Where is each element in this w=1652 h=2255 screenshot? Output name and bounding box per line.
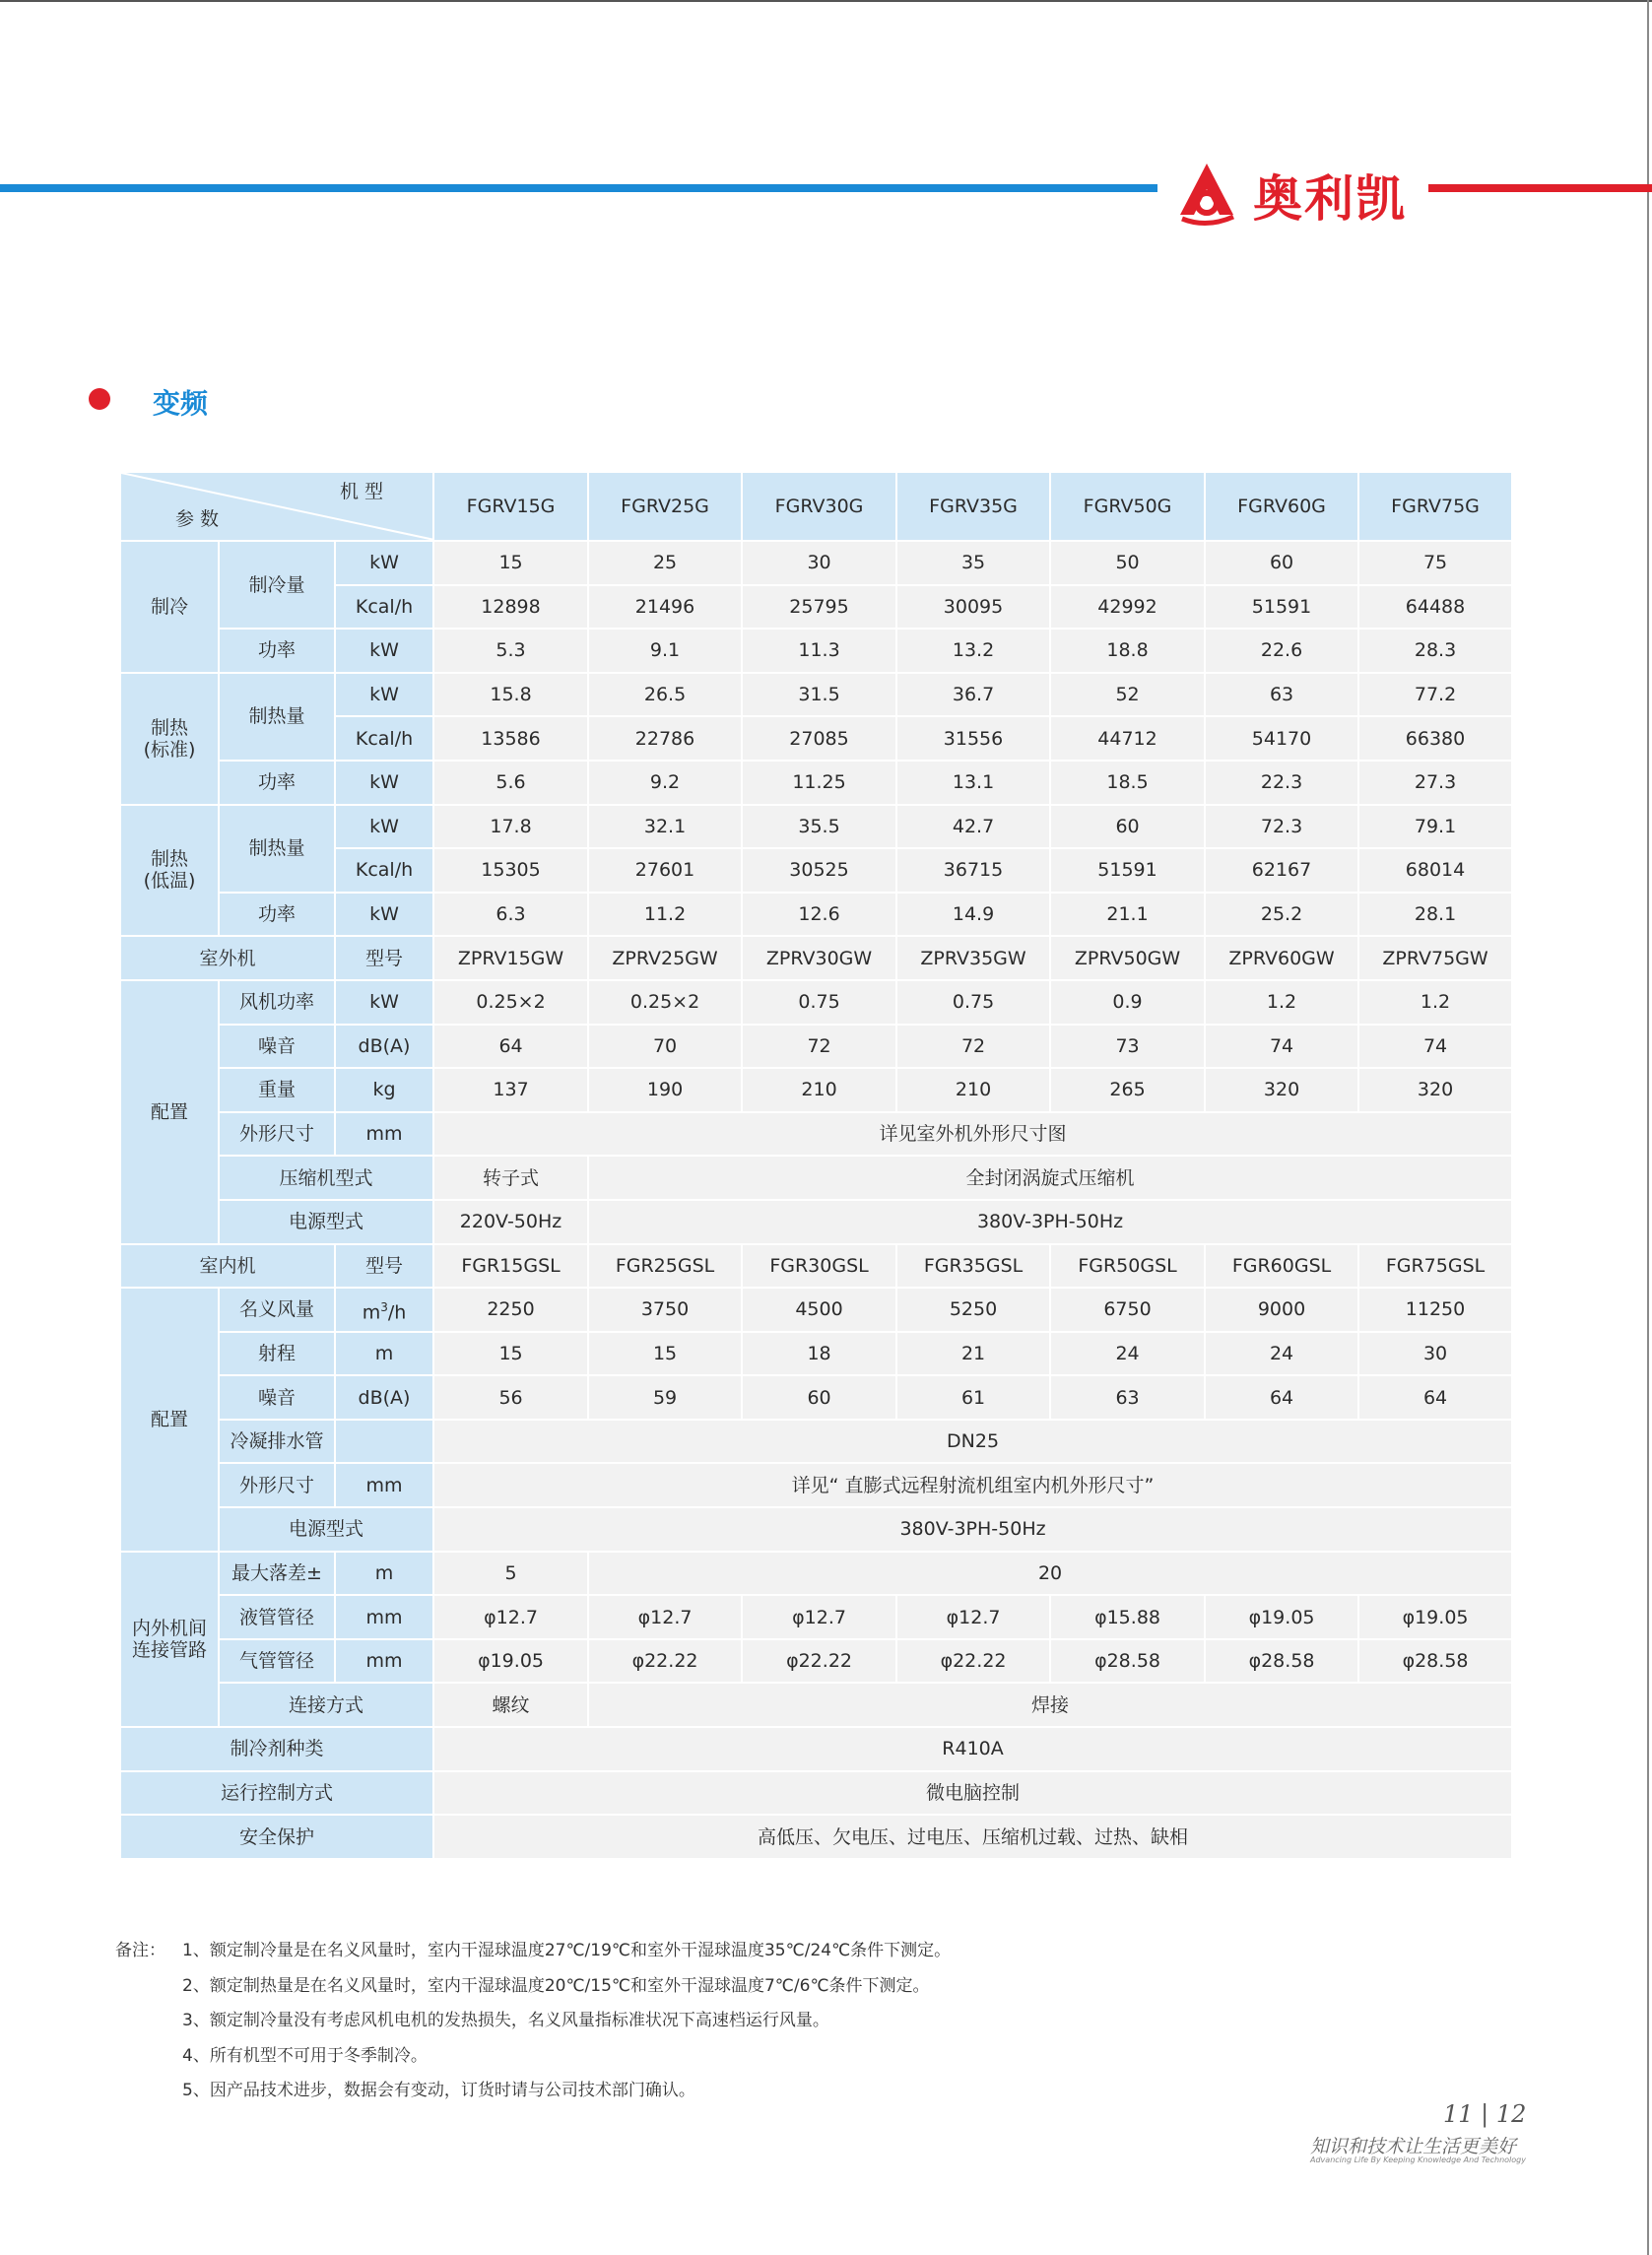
header-red-bar — [1428, 184, 1652, 192]
merged-value-cell: 高低压、欠电压、过电压、压缩机过载、过热、缺相 — [433, 1815, 1512, 1859]
value-cell: 59 — [588, 1375, 742, 1420]
table-row — [120, 1420, 1512, 1464]
value-cell: 2250 — [433, 1288, 588, 1332]
value-cell: φ19.05 — [1205, 1595, 1358, 1639]
value-cell: ZPRV25GW — [588, 936, 742, 980]
value-cell: φ28.58 — [1205, 1639, 1358, 1684]
section-title: 变频 — [153, 387, 209, 420]
value-cell: 6750 — [1050, 1288, 1205, 1332]
value-cell: 0.25×2 — [433, 980, 588, 1025]
value-cell: 21496 — [588, 585, 742, 630]
param-label: 参 数 — [175, 508, 220, 530]
value-cell: 74 — [1205, 1025, 1358, 1069]
value-cell: 31556 — [896, 716, 1050, 761]
value-cell: 25.2 — [1205, 893, 1358, 937]
header-row — [120, 472, 1512, 541]
piping-group-label: 内外机间 连接管路 — [120, 1552, 219, 1727]
param-label: 制冷剂种类 — [120, 1727, 433, 1771]
table-row — [120, 629, 1512, 673]
value-cell: 62167 — [1205, 848, 1358, 893]
note-item: 1、额定制冷量是在名义风量时，室内干湿球温度27℃/19℃和室外干湿球温度35℃/24℃条件下测定。 — [182, 1941, 952, 1960]
value-cell: 1.2 — [1358, 980, 1512, 1025]
unit-cell: Kcal/h — [335, 716, 433, 761]
param-label: 功率 — [219, 629, 335, 673]
value-cell: 5.6 — [433, 761, 588, 805]
value-cell: 68014 — [1358, 848, 1512, 893]
unit-cell: kW — [335, 541, 433, 585]
value-cell: ZPRV50GW — [1050, 936, 1205, 980]
value-cell: 42992 — [1050, 585, 1205, 630]
header-blue-bar — [0, 184, 1157, 192]
value-cell: 25 — [588, 541, 742, 585]
table-row — [120, 1595, 1512, 1639]
table-row — [120, 541, 1512, 585]
param-label: 最大落差± — [219, 1552, 335, 1596]
table-row — [120, 1332, 1512, 1376]
note-item: 4、所有机型不可用于冬季制冷。 — [182, 2046, 428, 2066]
param-label: 电源型式 — [219, 1507, 433, 1552]
table-row — [120, 1068, 1512, 1112]
value-cell: 28.1 — [1358, 893, 1512, 937]
table-row — [120, 673, 1512, 717]
value-cell: 31.5 — [742, 673, 896, 717]
table-row — [120, 1463, 1512, 1507]
value-cell: FGR60GSL — [1205, 1244, 1358, 1289]
param-label: 电源型式 — [219, 1200, 433, 1244]
value-cell: φ12.7 — [896, 1595, 1050, 1639]
model-header-cell: FGRV60G — [1205, 472, 1358, 541]
value-cell: 24 — [1050, 1332, 1205, 1376]
table-row — [120, 1771, 1512, 1816]
value-cell: FGR25GSL — [588, 1244, 742, 1289]
value-cell: 77.2 — [1358, 673, 1512, 717]
model-label: 机 型 — [339, 481, 384, 502]
value-cell: φ15.88 — [1050, 1595, 1205, 1639]
slogan-english: Advancing Life By Keeping Knowledge And Technology — [1310, 2156, 1526, 2164]
table-row — [120, 1507, 1512, 1552]
unit-cell: dB(A) — [335, 1025, 433, 1069]
value-cell: 5.3 — [433, 629, 588, 673]
value-cell: φ28.58 — [1050, 1639, 1205, 1684]
value-cell: ZPRV15GW — [433, 936, 588, 980]
value-cell: ZPRV35GW — [896, 936, 1050, 980]
value-cell: 30 — [742, 541, 896, 585]
value-cell: φ12.7 — [588, 1595, 742, 1639]
param-label: 连接方式 — [219, 1683, 433, 1727]
page-number: 11 | 12 — [1443, 2100, 1527, 2128]
unit-cell: kW — [335, 761, 433, 805]
value-cell: 36715 — [896, 848, 1050, 893]
notes-label: 备注： — [115, 1941, 165, 1960]
unit-cell: mm — [335, 1639, 433, 1684]
value-cell: 12898 — [433, 585, 588, 630]
value-cell: 25795 — [742, 585, 896, 630]
table-row — [120, 1156, 1512, 1200]
value-cell: 15305 — [433, 848, 588, 893]
value-cell: 74 — [1358, 1025, 1512, 1069]
model-header-cell: FGRV15G — [433, 472, 588, 541]
table-row — [120, 1683, 1512, 1727]
value-cell: 137 — [433, 1068, 588, 1112]
value-cell: φ22.22 — [896, 1639, 1050, 1684]
value-cell: 320 — [1205, 1068, 1358, 1112]
value-cell: 27085 — [742, 716, 896, 761]
param-label: 液管管径 — [219, 1595, 335, 1639]
value-cell: 63 — [1050, 1375, 1205, 1420]
param-label: 压缩机型式 — [219, 1156, 433, 1200]
param-label: 制热量 — [219, 805, 335, 893]
note-item: 5、因产品技术进步，数据会有变动，订货时请与公司技术部门确认。 — [182, 2081, 695, 2100]
value-cell: 24 — [1205, 1332, 1358, 1376]
table-row — [120, 805, 1512, 849]
value-cell: 42.7 — [896, 805, 1050, 849]
unit-cell: mm — [335, 1595, 433, 1639]
unit-cell — [335, 1288, 433, 1332]
merged-value-cell: DN25 — [433, 1420, 1512, 1464]
table-row — [120, 1112, 1512, 1157]
model-header-cell: FGRV25G — [588, 472, 742, 541]
param-label: 功率 — [219, 761, 335, 805]
table-row — [120, 1727, 1512, 1771]
merged-value-cell: 380V-3PH-50Hz — [588, 1200, 1512, 1244]
value-cell: 18 — [742, 1332, 896, 1376]
outdoor-unit-label: 室外机 — [120, 936, 335, 980]
heat-low-group-label: 制热 (低温) — [120, 805, 219, 937]
bullet-dot — [89, 388, 110, 410]
value-cell: 13.2 — [896, 629, 1050, 673]
value-cell: 56 — [433, 1375, 588, 1420]
unit-cell: kW — [335, 673, 433, 717]
param-label: 功率 — [219, 893, 335, 937]
value-cell: 190 — [588, 1068, 742, 1112]
value-cell: 75 — [1358, 541, 1512, 585]
unit-cell: mm — [335, 1463, 433, 1507]
value-cell: 50 — [1050, 541, 1205, 585]
value-cell: 79.1 — [1358, 805, 1512, 849]
value-cell: φ22.22 — [588, 1639, 742, 1684]
table-row — [120, 1639, 1512, 1684]
value-cell: 44712 — [1050, 716, 1205, 761]
value-cell: 61 — [896, 1375, 1050, 1420]
value-cell: 9000 — [1205, 1288, 1358, 1332]
value-cell: 12.6 — [742, 893, 896, 937]
value-cell: ZPRV60GW — [1205, 936, 1358, 980]
value-cell: 5 — [433, 1552, 588, 1596]
value-cell: 15 — [433, 541, 588, 585]
value-cell: 63 — [1205, 673, 1358, 717]
value-cell: 13.1 — [896, 761, 1050, 805]
value-cell: 35 — [896, 541, 1050, 585]
model-header-cell: FGRV75G — [1358, 472, 1512, 541]
value-cell: 51591 — [1205, 585, 1358, 630]
value-cell: φ12.7 — [433, 1595, 588, 1639]
value-cell: 22.6 — [1205, 629, 1358, 673]
value-cell: 60 — [1050, 805, 1205, 849]
cooling-group-label: 制冷 — [120, 541, 219, 673]
merged-value-cell: 20 — [588, 1552, 1512, 1596]
value-cell: 3750 — [588, 1288, 742, 1332]
value-cell: 18.8 — [1050, 629, 1205, 673]
value-cell: 54170 — [1205, 716, 1358, 761]
unit-cell: Kcal/h — [335, 848, 433, 893]
param-label: 噪音 — [219, 1025, 335, 1069]
diagonal-line — [121, 473, 433, 540]
value-cell: 0.75 — [896, 980, 1050, 1025]
value-cell: 22.3 — [1205, 761, 1358, 805]
value-cell: 11.2 — [588, 893, 742, 937]
unit-cell: dB(A) — [335, 1375, 433, 1420]
unit-cell — [335, 1420, 433, 1464]
merged-value-cell: 详见室外机外形尺寸图 — [433, 1112, 1512, 1157]
value-cell: 15 — [433, 1332, 588, 1376]
value-cell: 0.75 — [742, 980, 896, 1025]
value-cell: 18.5 — [1050, 761, 1205, 805]
value-cell: 26.5 — [588, 673, 742, 717]
value-cell: FGR50GSL — [1050, 1244, 1205, 1289]
value-cell: ZPRV75GW — [1358, 936, 1512, 980]
value-cell: 15 — [588, 1332, 742, 1376]
unit-tail: /h — [387, 1301, 407, 1324]
value-cell: 6.3 — [433, 893, 588, 937]
value-cell: 30095 — [896, 585, 1050, 630]
table-row — [120, 1552, 1512, 1596]
unit-cell: kW — [335, 980, 433, 1025]
param-label: 气管管径 — [219, 1639, 335, 1684]
brand-logo — [1172, 158, 1428, 227]
heat-standard-group-label: 制热 (标准) — [120, 673, 219, 805]
indoor-unit-label: 室内机 — [120, 1244, 335, 1289]
param-label: 制冷量 — [219, 541, 335, 629]
param-label: 噪音 — [219, 1375, 335, 1420]
value-cell: 27.3 — [1358, 761, 1512, 805]
value-cell: 64488 — [1358, 585, 1512, 630]
value-cell: 17.8 — [433, 805, 588, 849]
unit-superscript: 3 — [380, 1299, 388, 1314]
indoor-config-group-label: 配置 — [120, 1288, 219, 1552]
value-cell: 52 — [1050, 673, 1205, 717]
table-row — [120, 893, 1512, 937]
model-header-cell: FGRV30G — [742, 472, 896, 541]
value-cell: 32.1 — [588, 805, 742, 849]
slogan: 知识和技术让生活更美好 — [1310, 2136, 1517, 2157]
param-label: 运行控制方式 — [120, 1771, 433, 1816]
merged-value-cell: 焊接 — [588, 1683, 1512, 1727]
unit-cell: kW — [335, 805, 433, 849]
unit-base: m — [362, 1301, 381, 1324]
value-cell: 72.3 — [1205, 805, 1358, 849]
top-border — [0, 0, 1652, 2]
value-cell: 22786 — [588, 716, 742, 761]
param-label: 外形尺寸 — [219, 1463, 335, 1507]
right-border — [1647, 0, 1649, 2255]
unit-cell: Kcal/h — [335, 585, 433, 630]
value-cell: φ19.05 — [433, 1639, 588, 1684]
spec-table — [119, 471, 1513, 1860]
outdoor-config-group-label: 配置 — [120, 980, 219, 1244]
value-cell: FGR15GSL — [433, 1244, 588, 1289]
note-item: 3、额定制冷量没有考虑风机电机的发热损失，名义风量指标准状况下高速档运行风量。 — [182, 2011, 829, 2030]
value-cell: 36.7 — [896, 673, 1050, 717]
value-cell: 9.1 — [588, 629, 742, 673]
value-cell: 72 — [896, 1025, 1050, 1069]
table-row — [120, 1288, 1512, 1332]
table-row — [120, 1375, 1512, 1420]
unit-cell: m — [335, 1552, 433, 1596]
note-item: 2、额定制热量是在名义风量时，室内干湿球温度20℃/15℃和室外干湿球温度7℃/6℃条件下测定。 — [182, 1976, 930, 1996]
value-cell: ZPRV30GW — [742, 936, 896, 980]
value-cell: 60 — [742, 1375, 896, 1420]
value-cell: 265 — [1050, 1068, 1205, 1112]
unit-cell: kW — [335, 629, 433, 673]
unit-cell: 型号 — [335, 1244, 433, 1289]
value-cell: 21 — [896, 1332, 1050, 1376]
value-cell: 28.3 — [1358, 629, 1512, 673]
value-cell: 73 — [1050, 1025, 1205, 1069]
value-cell: φ28.58 — [1358, 1639, 1512, 1684]
value-cell: 13586 — [433, 716, 588, 761]
unit-cell: kg — [335, 1068, 433, 1112]
value-cell: 11.3 — [742, 629, 896, 673]
value-cell: FGR75GSL — [1358, 1244, 1512, 1289]
value-cell: FGR35GSL — [896, 1244, 1050, 1289]
value-cell: 螺纹 — [433, 1683, 588, 1727]
param-label: 外形尺寸 — [219, 1112, 335, 1157]
header-diagonal-cell — [120, 472, 433, 541]
value-cell: 210 — [742, 1068, 896, 1112]
brand-name: 奥利凯 — [1253, 170, 1407, 228]
value-cell: φ22.22 — [742, 1639, 896, 1684]
table-row — [120, 936, 1512, 980]
value-cell: 30 — [1358, 1332, 1512, 1376]
param-label: 制热量 — [219, 673, 335, 761]
value-cell: φ12.7 — [742, 1595, 896, 1639]
model-header-cell: FGRV35G — [896, 472, 1050, 541]
value-cell: 0.9 — [1050, 980, 1205, 1025]
table-row — [120, 980, 1512, 1025]
value-cell: 70 — [588, 1025, 742, 1069]
merged-value-cell: R410A — [433, 1727, 1512, 1771]
unit-cell: mm — [335, 1112, 433, 1157]
merged-value-cell: 微电脑控制 — [433, 1771, 1512, 1816]
value-cell: 72 — [742, 1025, 896, 1069]
merged-value-cell: 详见“ 直膨式远程射流机组室内机外形尺寸” — [433, 1463, 1512, 1507]
value-cell: 30525 — [742, 848, 896, 893]
value-cell: 15.8 — [433, 673, 588, 717]
unit-cell: m — [335, 1332, 433, 1376]
value-cell: φ19.05 — [1358, 1595, 1512, 1639]
value-cell: 64 — [1358, 1375, 1512, 1420]
param-label: 风机功率 — [219, 980, 335, 1025]
param-label: 重量 — [219, 1068, 335, 1112]
merged-value-cell: 380V-3PH-50Hz — [433, 1507, 1512, 1552]
value-cell: 60 — [1205, 541, 1358, 585]
value-cell: 9.2 — [588, 761, 742, 805]
value-cell: FGR30GSL — [742, 1244, 896, 1289]
param-label: 安全保护 — [120, 1815, 433, 1859]
param-label: 冷凝排水管 — [219, 1420, 335, 1464]
table-row — [120, 1025, 1512, 1069]
unit-cell: kW — [335, 893, 433, 937]
value-cell: 64 — [433, 1025, 588, 1069]
table-row — [120, 1815, 1512, 1859]
value-cell: 210 — [896, 1068, 1050, 1112]
value-cell: 1.2 — [1205, 980, 1358, 1025]
param-label: 射程 — [219, 1332, 335, 1376]
value-cell: 220V-50Hz — [433, 1200, 588, 1244]
model-header-cell: FGRV50G — [1050, 472, 1205, 541]
unit-cell: 型号 — [335, 936, 433, 980]
value-cell: 27601 — [588, 848, 742, 893]
value-cell: 66380 — [1358, 716, 1512, 761]
value-cell: 64 — [1205, 1375, 1358, 1420]
value-cell: 14.9 — [896, 893, 1050, 937]
table-row — [120, 761, 1512, 805]
value-cell: 11.25 — [742, 761, 896, 805]
value-cell: 320 — [1358, 1068, 1512, 1112]
value-cell: 11250 — [1358, 1288, 1512, 1332]
param-label: 名义风量 — [219, 1288, 335, 1332]
brand-logo-icon — [1172, 158, 1241, 227]
value-cell: 21.1 — [1050, 893, 1205, 937]
value-cell: 0.25×2 — [588, 980, 742, 1025]
value-cell: 4500 — [742, 1288, 896, 1332]
value-cell: 5250 — [896, 1288, 1050, 1332]
value-cell: 35.5 — [742, 805, 896, 849]
value-cell: 51591 — [1050, 848, 1205, 893]
value-cell: 转子式 — [433, 1156, 588, 1200]
table-row — [120, 1244, 1512, 1289]
table-row — [120, 1200, 1512, 1244]
merged-value-cell: 全封闭涡旋式压缩机 — [588, 1156, 1512, 1200]
